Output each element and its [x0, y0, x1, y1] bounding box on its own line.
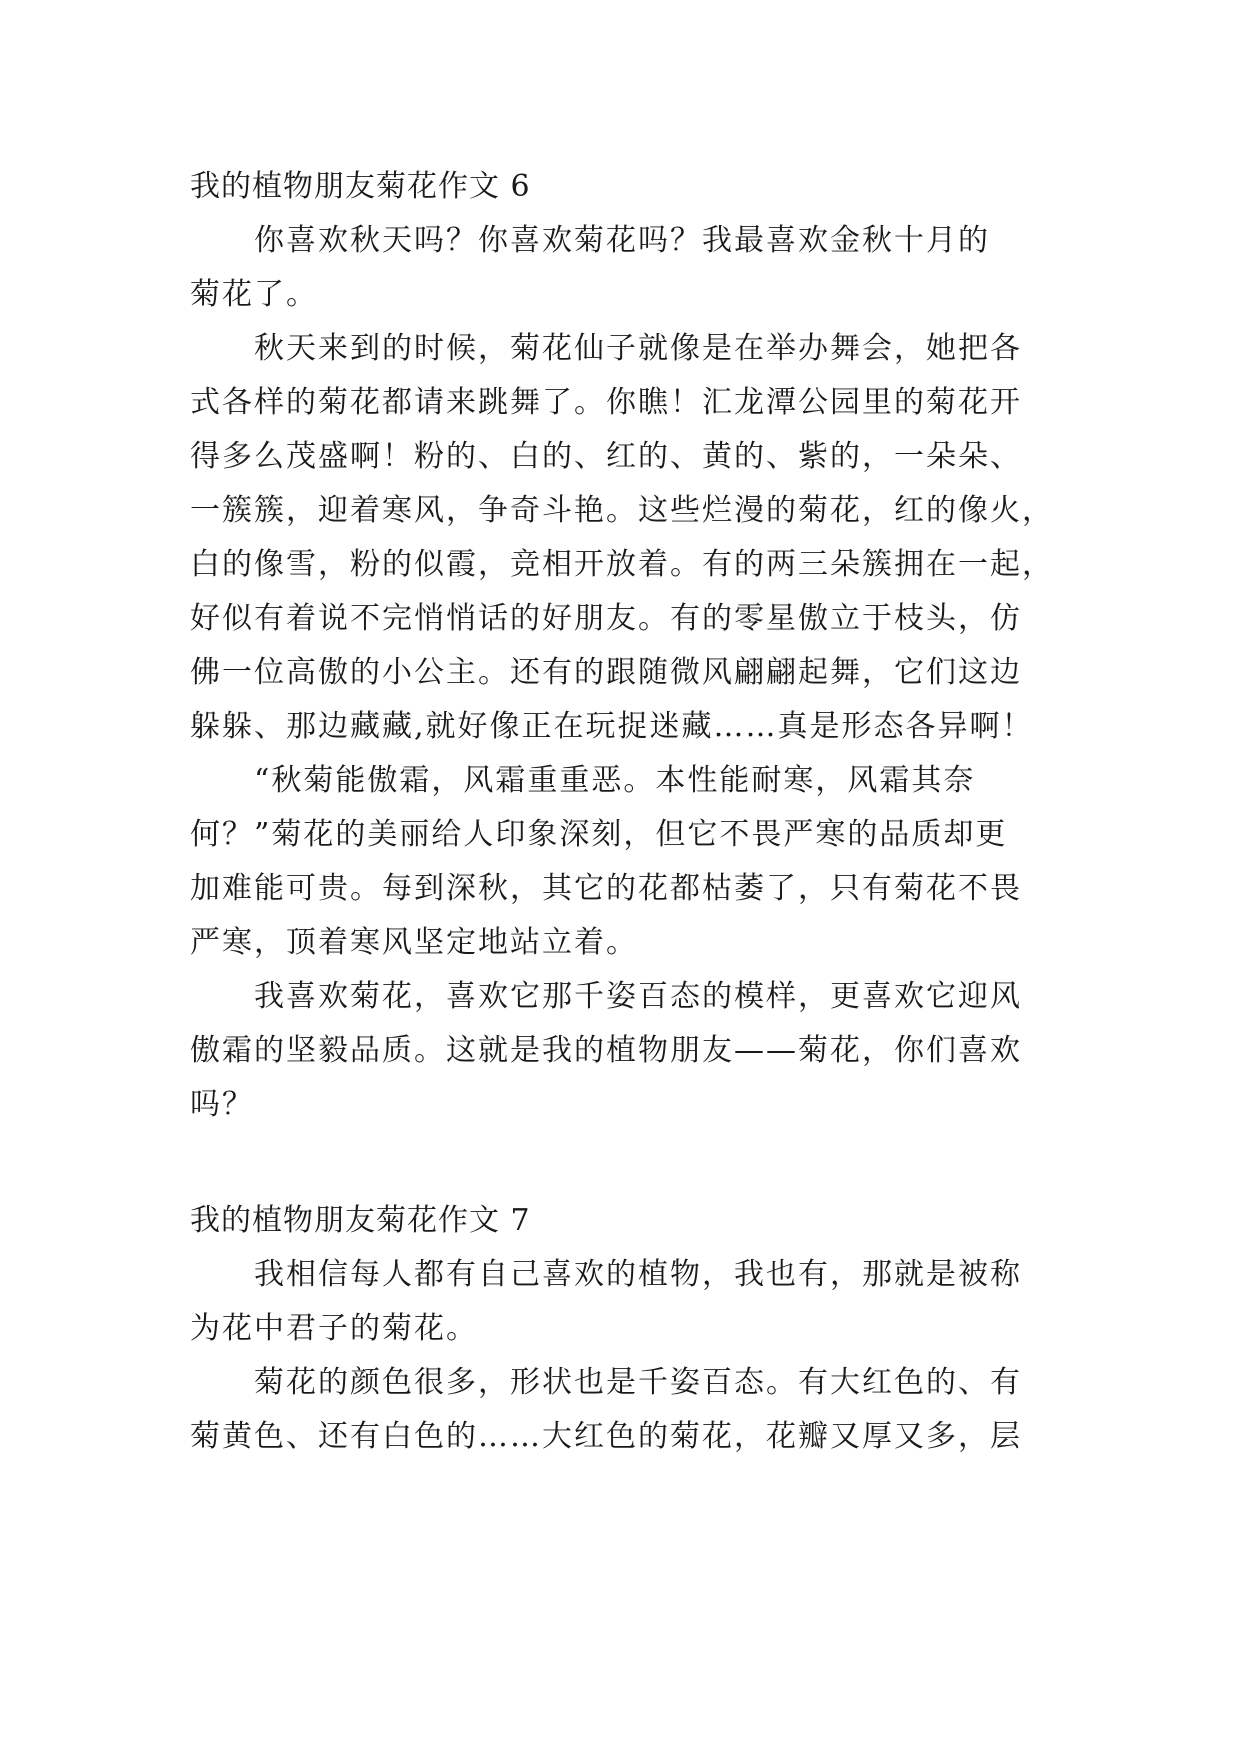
essay-6-line: 白的像雪，粉的似霞，竞相开放着。有的两三朵簇拥在一起，: [190, 547, 1054, 582]
essay-6-line: 你喜欢秋天吗？你喜欢菊花吗？我最喜欢金秋十月的: [190, 223, 990, 258]
essay-6-line: 何？”菊花的美丽给人印象深刻，但它不畏严寒的品质却更: [190, 817, 1008, 852]
essay-6-line: 加难能可贵。每到深秋，其它的花都枯萎了，只有菊花不畏: [190, 871, 1022, 906]
essay-6-line: 菊花了。: [190, 277, 318, 312]
essay-7-line: 菊黄色、还有白色的……大红色的菊花，花瓣又厚又多，层: [190, 1419, 1022, 1454]
essay-7-line: 我相信每人都有自己喜欢的植物，我也有，那就是被称: [190, 1257, 1022, 1292]
essay-6-body: [190, 214, 1054, 1132]
essay-6-line: 一簇簇，迎着寒风，争奇斗艳。这些烂漫的菊花，红的像火，: [190, 493, 1054, 528]
essay-6-line: 傲霜的坚毅品质。这就是我的植物朋友——菊花，你们喜欢: [190, 1033, 1022, 1068]
essay-6-line: 佛一位高傲的小公主。还有的跟随微风翩翩起舞，它们这边: [190, 655, 1022, 690]
essay-6-title: 我的植物朋友菊花作文 6: [190, 169, 531, 204]
essay-6-line: 好似有着说不完悄悄话的好朋友。有的零星傲立于枝头，仿: [190, 601, 1022, 636]
essay-6-line: 式各样的菊花都请来跳舞了。你瞧！汇龙潭公园里的菊花开: [190, 385, 1022, 420]
essay-7-title: 我的植物朋友菊花作文 7: [190, 1203, 531, 1238]
essay-6-line: 得多么茂盛啊！粉的、白的、红的、黄的、紫的，一朵朵、: [190, 439, 1022, 474]
essay-6-line: “秋菊能傲霜，风霜重重恶。本性能耐寒，风霜其奈: [190, 763, 976, 798]
section-gap: [190, 1132, 1050, 1194]
document-page: [190, 160, 1054, 1464]
essay-6-line: 吗？: [190, 1087, 254, 1122]
essay-7-line: 为花中君子的菊花。: [190, 1311, 478, 1346]
essay-6-line: 秋天来到的时候，菊花仙子就像是在举办舞会，她把各: [190, 331, 1022, 366]
essay-6-line: 严寒，顶着寒风坚定地站立着。: [190, 925, 638, 960]
essay-6-line: 躲躲、那边藏藏,就好像正在玩捉迷藏……真是形态各异啊！: [190, 709, 1034, 744]
essay-6-line: 我喜欢菊花，喜欢它那千姿百态的模样，更喜欢它迎风: [190, 979, 1022, 1014]
essay-7-line: 菊花的颜色很多，形状也是千姿百态。有大红色的、有: [190, 1365, 1022, 1400]
essay-7-body: [190, 1248, 1050, 1464]
